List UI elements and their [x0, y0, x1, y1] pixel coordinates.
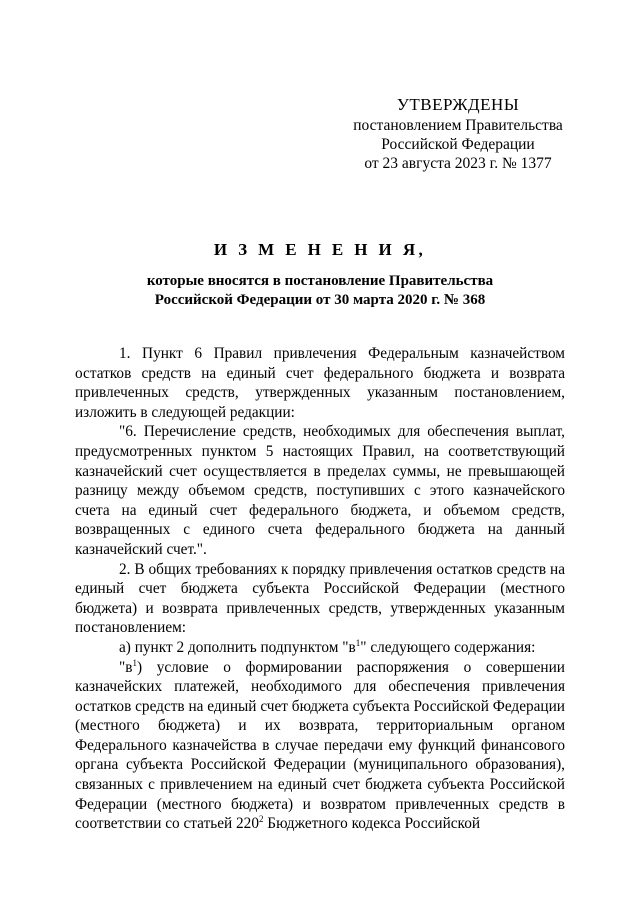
paragraph-4	[75, 638, 565, 658]
document-subtitle	[75, 272, 565, 310]
paragraph-2: "6. Перечисление средств, необходимых для обеспечения выплат, предусмотренных пунктом 5 настоящих Правил, на соответствующий казначейский счет осуществляется в пределах суммы, не превышающей разницу между объемом средств, поступивших с этого казначейского счета на единый счет федерального бюджета, и объемом средств, возвращенных с единого счета федерального бюджета на данный казначейский счет.".	[75, 423, 565, 558]
subtitle-line-2: Российской Федерации от 30 марта 2020 г. № 368	[154, 292, 486, 308]
paragraph-1: 1. Пункт 6 Правил привлечения Федеральным казначейством остатков средств на единый счет федерального бюджета и возврата привлеченных средств, утвержденных указанным постановлением, изложить в следующей редакции:	[75, 345, 565, 421]
approval-line-2: Российской Федерации	[381, 136, 535, 153]
approval-line-3: от 23 августа 2023 г. № 1377	[364, 155, 552, 172]
paragraph-4-text-start: а) пункт 2 дополнить подпунктом "в	[119, 638, 356, 656]
paragraph-3: 2. В общих требованиях к порядку привлечения остатков средств на единый счет бюджета субъекта Российской Федерации (местного бюджета) и возврата привлеченных средств, утвержденных указанным постановлением:	[75, 560, 565, 637]
document-heading	[75, 240, 565, 310]
paragraph-5-article-superscript: 2	[258, 814, 264, 825]
approval-line-1: постановлением Правительства	[353, 117, 563, 134]
approval-stamp: УТВЕРЖДЕНЫ	[396, 95, 520, 114]
paragraph-5-text: ) условие о формировании распоряжения о совершении казначейских платежей, необходимого для обеспечения привлечения остатков средств на единый счет бюджета субъекта Российской Федерации (местного бюджета) и их возврата, территориальным органом Федерального казначейства в случае передачи ему функций финансового органа субъекта Российской Федерации (муниципального образования), связанных с привлечением на единый счет бюджета субъекта Российской Федерации (местного бюджета) и возвратом привлеченных средств в соответствии со статьей 220	[75, 658, 565, 833]
paragraph-4-superscript: 1	[355, 637, 361, 648]
document-title: И З М Е Н Е Н И Я,	[213, 240, 427, 259]
paragraph-5-open: "в	[119, 658, 133, 676]
paragraph-5	[75, 658, 565, 834]
paragraph-5-superscript: 1	[132, 657, 137, 668]
approval-block	[330, 95, 586, 173]
subtitle-line-1: которые вносятся в постановление Правительства	[146, 273, 494, 289]
paragraph-4-text-end: " следующего содержания:	[360, 638, 536, 656]
paragraph-5-text-end: Бюджетного кодекса Российской	[263, 815, 481, 833]
document-body	[75, 344, 565, 834]
